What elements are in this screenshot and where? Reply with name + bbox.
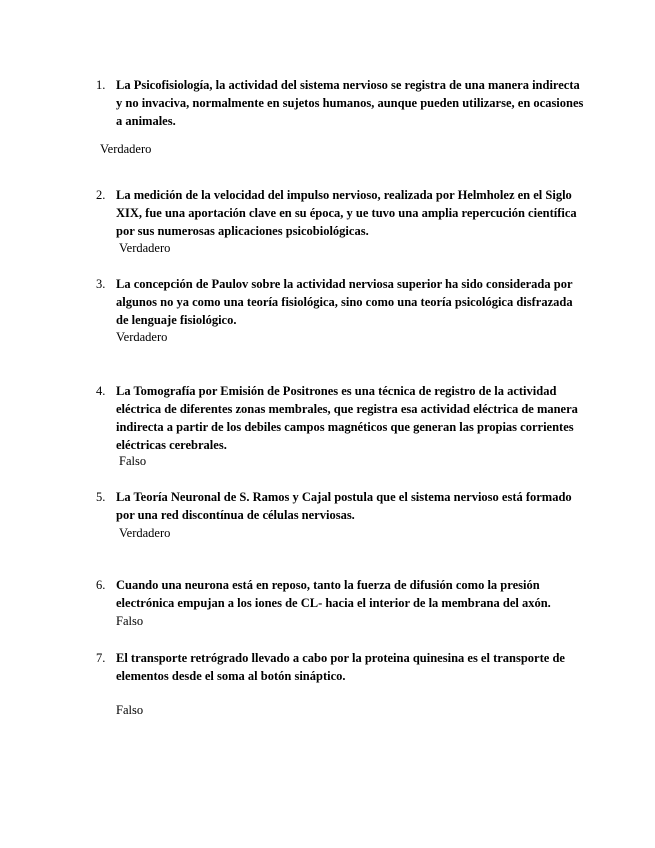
answer-text: Falso bbox=[116, 703, 144, 717]
question-item bbox=[96, 275, 586, 329]
question-text: La Psicofisiología, la actividad del sistema nervioso se registra de una manera indirecta y no invaciva, normalmente en sujetos humanos, aunque pueden utilizarse, en ocasiones a animales. bbox=[116, 78, 584, 128]
question-item bbox=[96, 76, 586, 130]
question-text: El transporte retrógrado llevado a cabo por la proteina quinesina es el transporte de elementos desde el soma al botón sináptico. bbox=[116, 651, 565, 683]
question-text: La Teoría Neuronal de S. Ramos y Cajal postula que el sistema nervioso está formado por una red discontínua de células nerviosas. bbox=[116, 490, 572, 522]
question-text: La medición de la velocidad del impulso nervioso, realizada por Helmholez en el Siglo XIX, fue una aportación clave en su época, y ue tuvo una amplia repercución científica por sus numerosas aplicaciones psicobiológicas. bbox=[116, 188, 577, 238]
answer-text: Falso bbox=[116, 614, 144, 628]
question-number: 3. bbox=[96, 277, 106, 291]
question-text: La Tomografía por Emisión de Positrones es una técnica de registro de la actividad eléctrica de diferentes zonas membrales, que registra esa actividad eléctrica de manera indirecta a partir de los debiles campos magnéticos que generan las propias corrientes eléctricas cerebrales. bbox=[116, 384, 578, 452]
question-item bbox=[96, 649, 586, 685]
answer-text: Verdadero bbox=[119, 241, 171, 255]
question-text: La concepción de Paulov sobre la actividad nerviosa superior ha sido considerada por algunos no ya como una teoría fisiológica, sino como una teoría psicológica disfrazada de lenguaje fisiológico. bbox=[116, 277, 573, 327]
question-number: 7. bbox=[96, 651, 106, 665]
question-item bbox=[96, 382, 586, 454]
question-number: 5. bbox=[96, 490, 106, 504]
question-text: Cuando una neurona está en reposo, tanto la fuerza de difusión como la presión electrónica empujan a los iones de CL- hacia el interior de la membrana del axón. bbox=[116, 578, 551, 610]
question-item bbox=[96, 488, 586, 524]
question-item bbox=[96, 576, 586, 612]
question-number: 2. bbox=[96, 188, 106, 202]
answer-text: Verdadero bbox=[119, 526, 171, 540]
question-number: 6. bbox=[96, 578, 106, 592]
answer-text: Verdadero bbox=[116, 330, 168, 344]
question-number: 4. bbox=[96, 384, 106, 398]
answer-text: Falso bbox=[119, 454, 147, 468]
question-item bbox=[96, 186, 586, 240]
question-number: 1. bbox=[96, 78, 106, 92]
answer-text: Verdadero bbox=[100, 142, 152, 156]
